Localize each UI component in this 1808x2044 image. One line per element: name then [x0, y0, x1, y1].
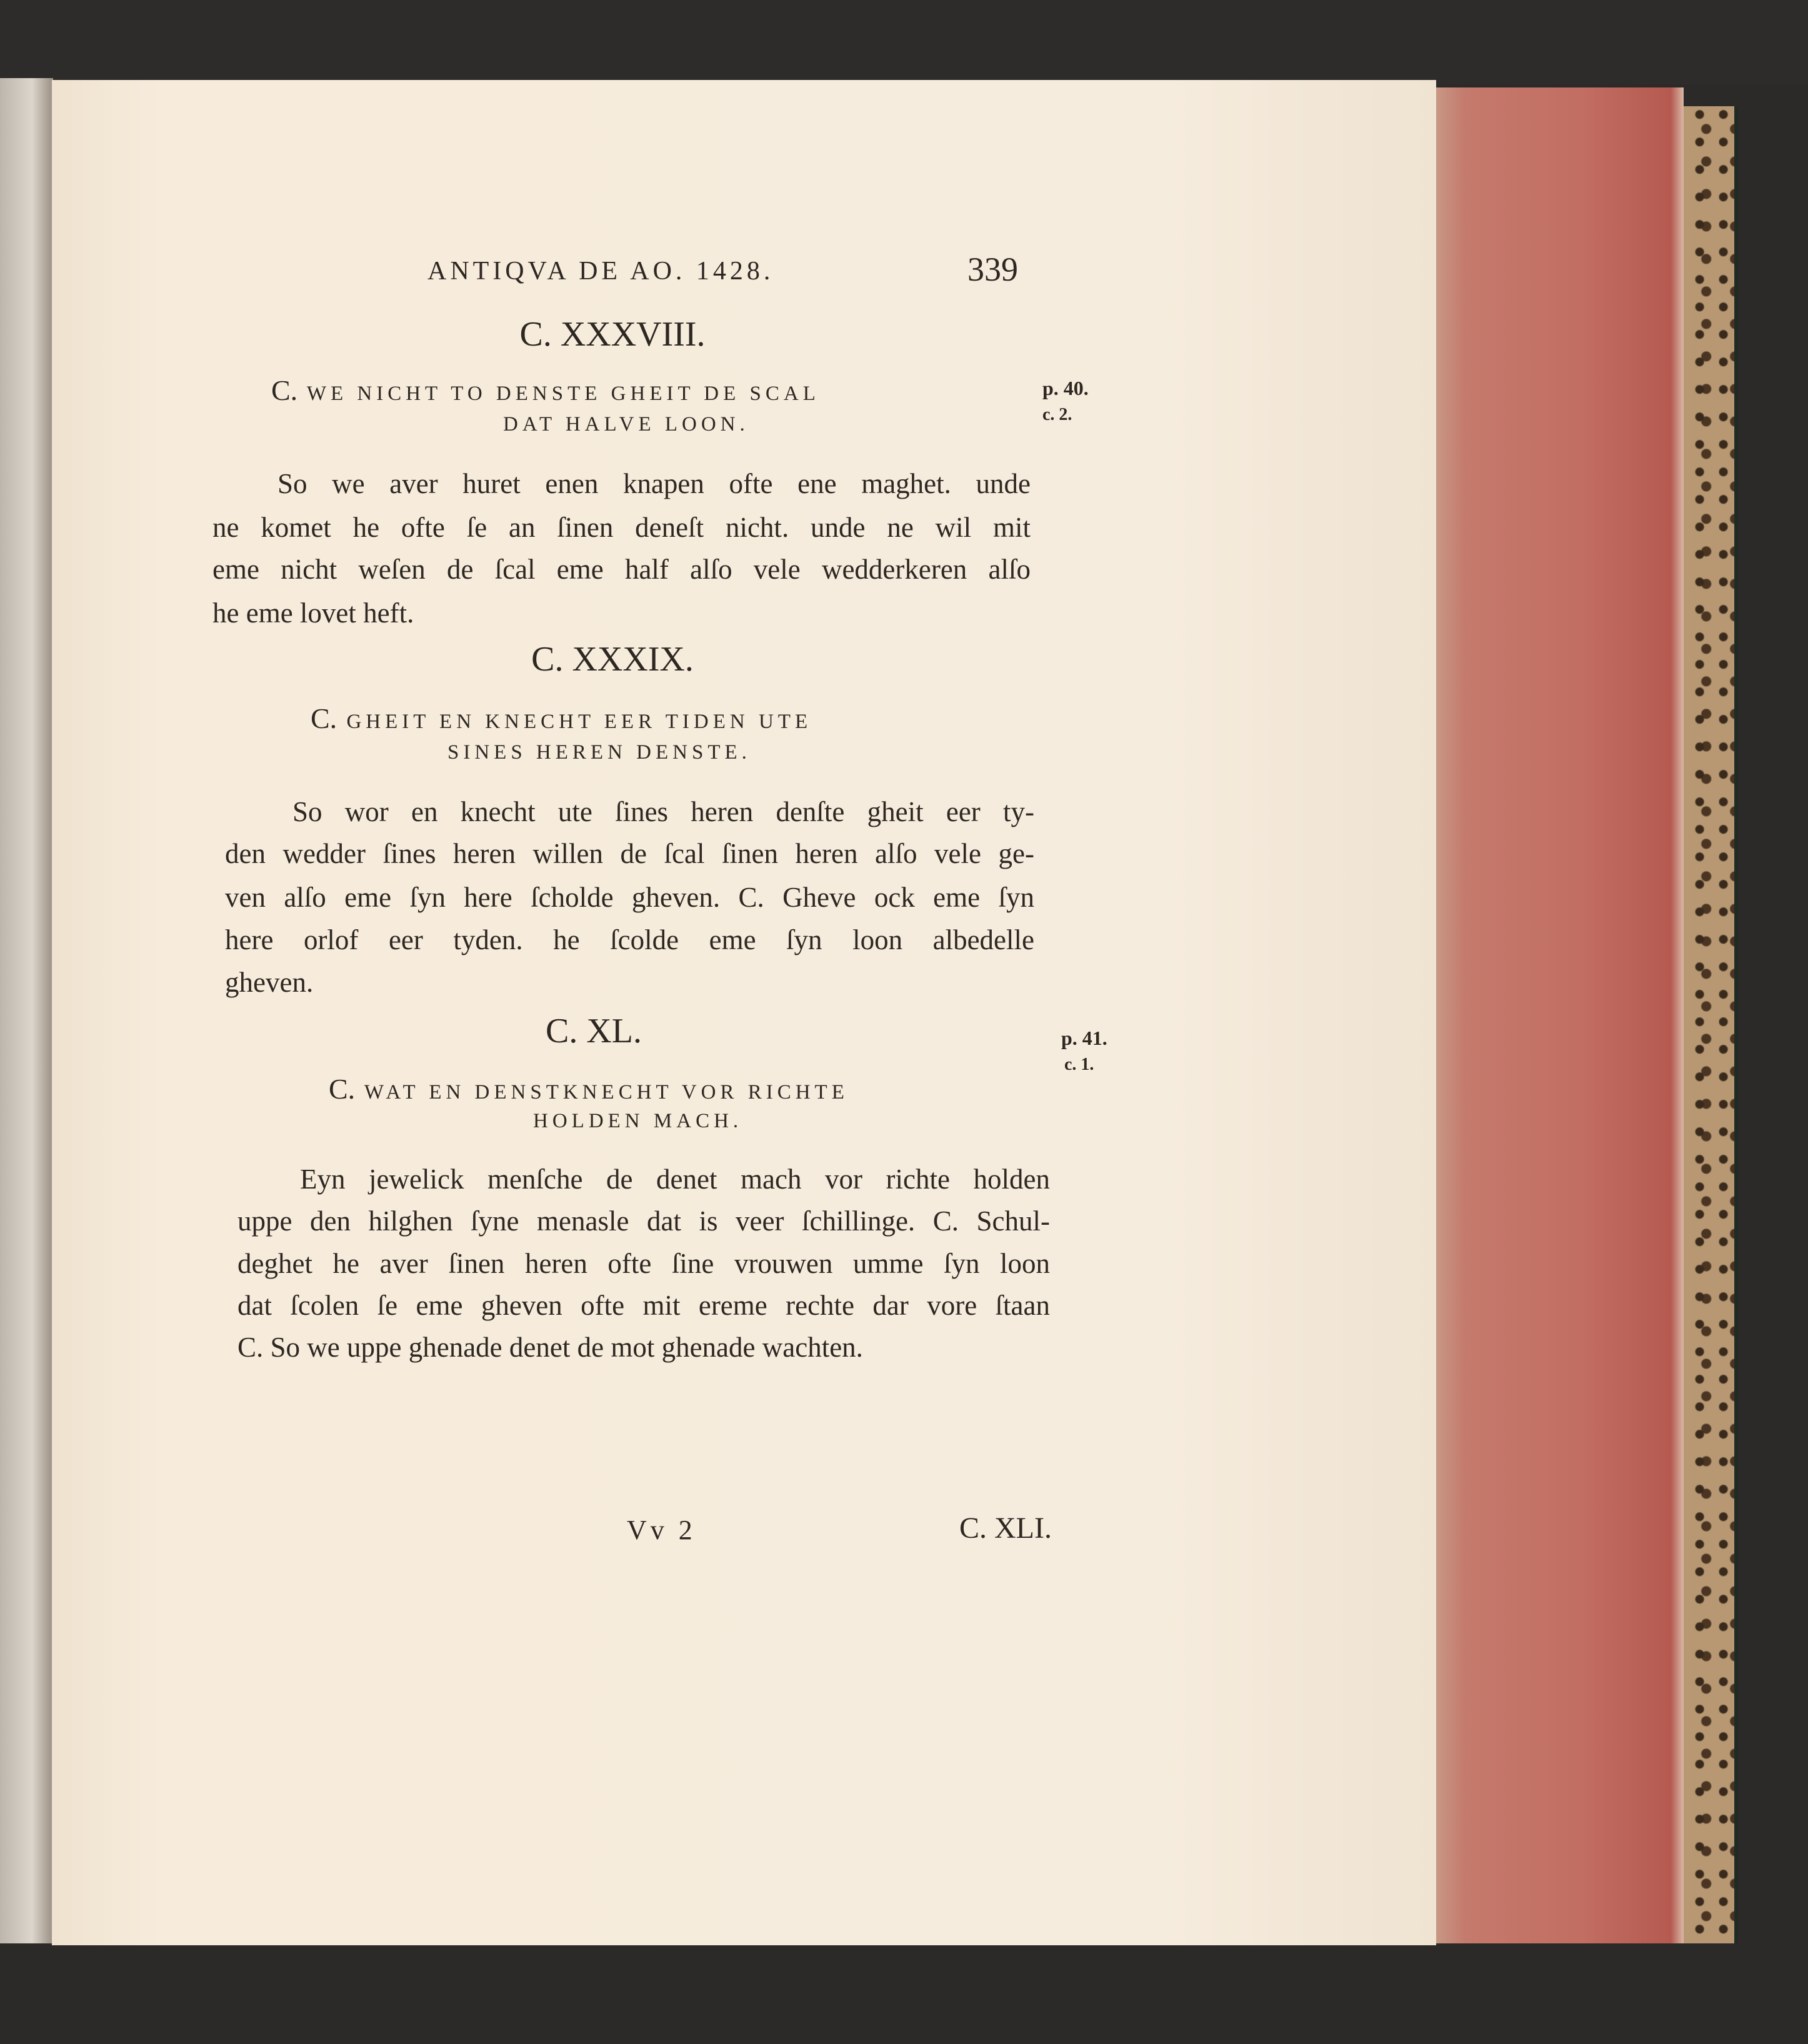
body-line: den wedder ſines heren willen de ſcal ſinen heren alſo vele ge- — [225, 838, 1034, 869]
body-line: here orlof eer tyden. he ſcolde eme ſyn loon albedelle — [225, 924, 1034, 955]
subtitle-line: HOLDEN MACH. — [533, 1110, 743, 1132]
margin-reference: p. 40. — [1042, 377, 1089, 399]
body-line: ne komet he ofte ſe an ſinen deneſt nicht. unde ne wil mit — [212, 512, 1031, 543]
body-line: gheven. — [225, 967, 314, 998]
body-line: he eme lovet heft. — [212, 597, 414, 629]
book-page — [52, 80, 1436, 1945]
running-title: ANTIQVA DE AO. 1428. — [427, 257, 774, 286]
body-line: Eyn jewelick menſche de denet mach vor richte holden — [300, 1164, 1050, 1195]
body-line: uppe den hilghen ſyne menasle dat is veer ſchillinge. C. Schul- — [237, 1205, 1050, 1237]
body-line: deghet he aver ſinen heren ofte ſine vrouwen umme ſyn loon — [237, 1248, 1050, 1279]
chapter-heading: C. XL. — [546, 1012, 642, 1050]
body-line: ven alſo eme ſyn here ſcholde gheven. C. Gheve ock eme ſyn — [225, 882, 1034, 913]
margin-reference: p. 41. — [1061, 1027, 1107, 1049]
body-line: eme nicht weſen de ſcal eme half alſo vele wedderkeren alſo — [212, 554, 1031, 585]
subtitle-prefix: C. — [311, 702, 337, 734]
left-page-edge — [0, 78, 53, 1947]
scan-background-top — [0, 0, 1808, 84]
subtitle-line: GHEIT EN KNECHT EER TIDEN UTE — [346, 710, 812, 733]
body-line: So we aver huret enen knapen ofte ene maghet. unde — [277, 468, 1031, 499]
chapter-heading: C. XXXIX. — [531, 640, 694, 679]
subtitle-prefix: C. — [271, 374, 298, 406]
body-line: So wor en knecht ute ſines heren denſte gheit eer ty- — [292, 796, 1034, 827]
body-line: C. So we uppe ghenade denet de mot ghenade wachten. — [237, 1332, 863, 1363]
chapter-subtitle — [311, 702, 812, 735]
body-line: dat ſcolen ſe eme gheven ofte mit ereme rechte dar vore ſtaan — [237, 1290, 1050, 1321]
catchword: C. XLI. — [959, 1512, 1052, 1545]
page-number: 339 — [967, 251, 1018, 288]
red-fore-edge — [1427, 87, 1684, 1947]
margin-reference: c. 2. — [1042, 405, 1072, 424]
subtitle-line: WE NICHT TO DENSTE GHEIT DE SCAL — [306, 382, 820, 405]
margin-reference: c. 1. — [1064, 1055, 1094, 1074]
subtitle-line: WAT EN DENSTKNECHT VOR RICHTE — [364, 1081, 849, 1104]
subtitle-line: DAT HALVE LOON. — [503, 413, 749, 436]
scan-background-bottom — [0, 1943, 1808, 2044]
signature-mark: Vv 2 — [627, 1515, 696, 1545]
subtitle-line: SINES HEREN DENSTE. — [447, 741, 751, 764]
subtitle-prefix: C. — [329, 1073, 356, 1105]
chapter-subtitle — [329, 1072, 849, 1105]
chapter-heading: C. XXXVIII. — [519, 315, 706, 354]
chapter-subtitle — [271, 374, 820, 407]
